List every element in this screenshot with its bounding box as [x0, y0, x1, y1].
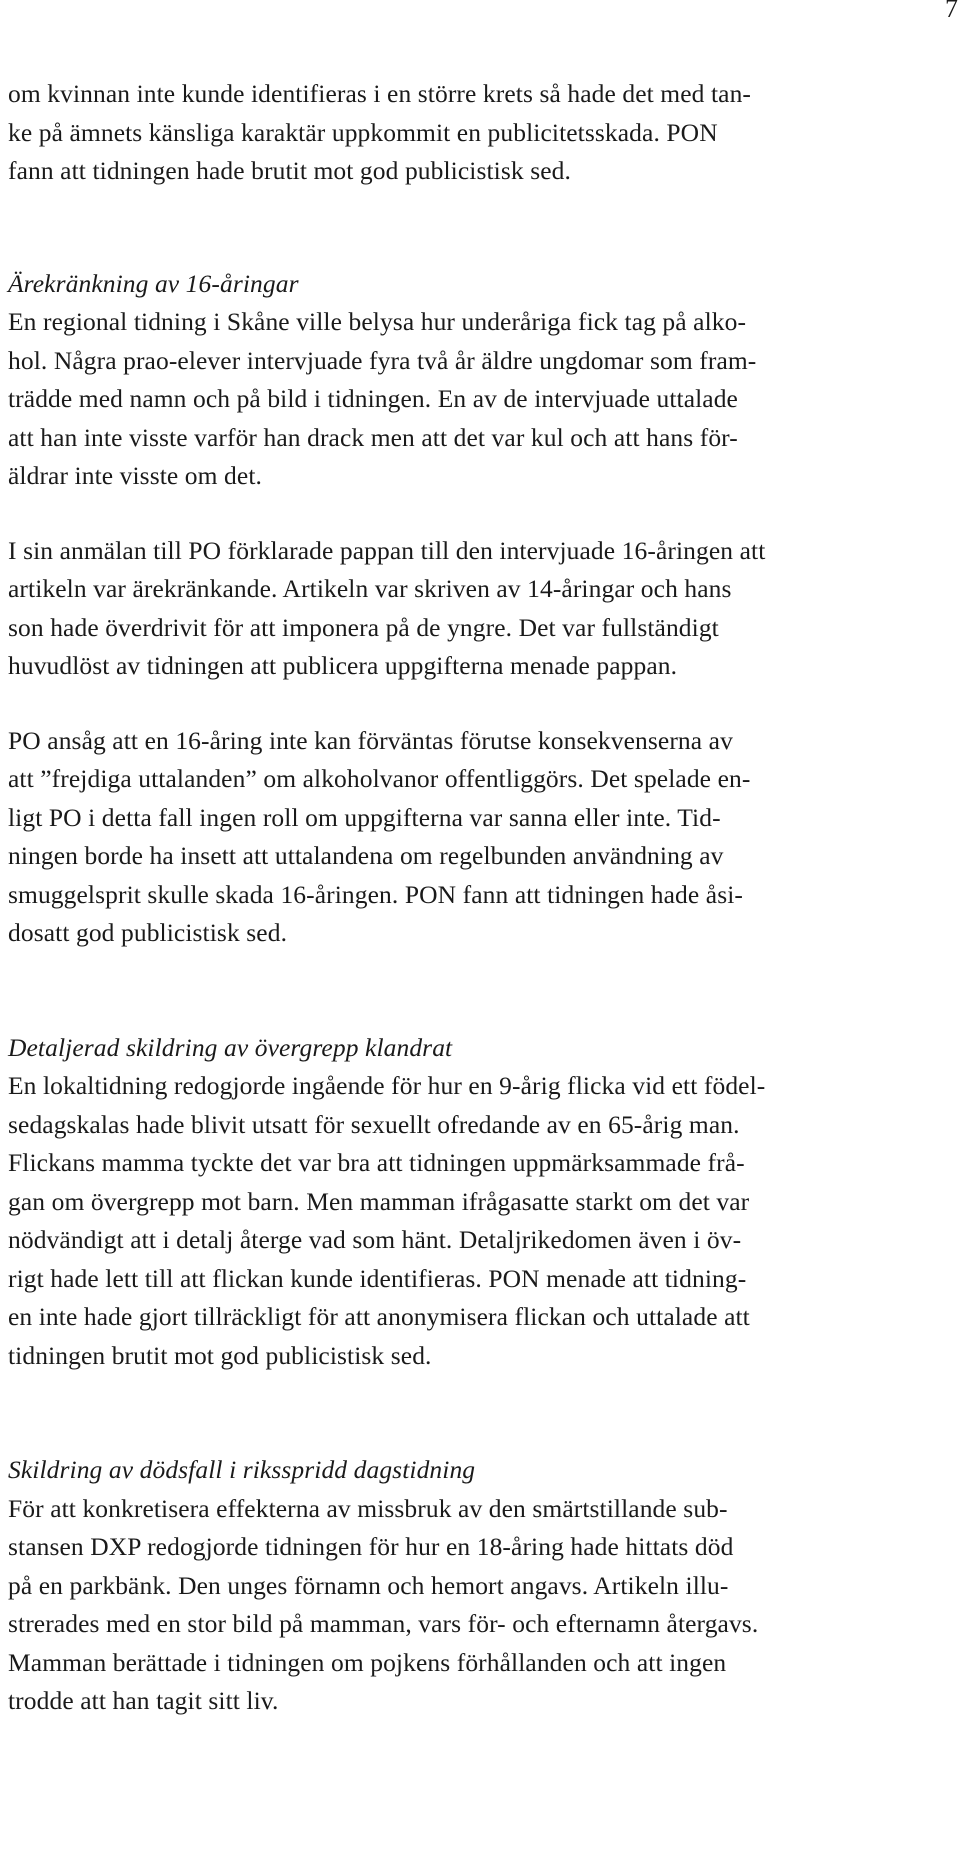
text-line: äldrar inte visste om det.: [8, 461, 262, 490]
paragraph: [8, 303, 952, 496]
document-body: [8, 75, 952, 1721]
paragraph: [8, 532, 952, 686]
paragraph: [8, 1067, 952, 1375]
paragraph: [8, 1490, 952, 1721]
text-line: strerades med en stor bild på mamman, vars för- och efternamn återgavs.: [8, 1609, 759, 1638]
page-number: 7: [945, 0, 958, 23]
text-line: att han inte visste varför han drack men att det var kul och att hans för-: [8, 422, 738, 452]
text-line: dosatt god publicistisk sed.: [8, 918, 288, 947]
text-line: Mamman berättade i tidningen om pojkens förhållanden och att ingen: [8, 1647, 727, 1677]
section-heading: Skildring av dödsfall i riksspridd dagstidning: [8, 1455, 476, 1484]
text-line: huvudlöst av tidningen att publicera uppgifterna menade pappan.: [8, 651, 678, 680]
text-line: artikeln var ärekränkande. Artikeln var skriven av 14-åringar och hans: [8, 574, 732, 603]
text-line: son hade överdrivit för att imponera på de yngre. Det var fullständigt: [8, 612, 719, 642]
text-line: PO ansåg att en 16-åring inte kan förväntas förutse konsekvenserna av: [8, 725, 733, 755]
text-line: stansen DXP redogjorde tidningen för hur en 18-åring hade hittats död: [8, 1532, 734, 1561]
text-line: Flickans mamma tyckte det var bra att tidningen uppmärksammade frå-: [8, 1148, 745, 1177]
text-line: En lokaltidning redogjorde ingående för hur en 9-årig flicka vid ett födel-: [8, 1071, 766, 1100]
text-line: fann att tidningen hade brutit mot god publicistisk sed.: [8, 156, 571, 185]
text-line: I sin anmälan till PO förklarade pappan till den intervjuade 16-åringen att: [8, 535, 766, 565]
paragraph-continued: [8, 75, 952, 191]
text-line: tidningen brutit mot god publicistisk sed.: [8, 1340, 432, 1370]
text-line: ningen borde ha insett att uttalandena om regelbunden användning av: [8, 841, 724, 870]
section-arekrankning: [8, 265, 952, 953]
text-line: rigt hade lett till att flickan kunde identifieras. PON menade att tidning-: [8, 1263, 747, 1293]
section-spacer: [8, 191, 952, 265]
text-line: trädde med namn och på bild i tidningen. En av de intervjuade uttalade: [8, 384, 738, 413]
text-line: trodde att han tagit sitt liv.: [8, 1686, 279, 1715]
text-line: smuggelsprit skulle skada 16-åringen. PON fann att tidningen hade åsi-: [8, 879, 744, 909]
text-line: För att konkretisera effekterna av missbruk av den smärtstillande sub-: [8, 1493, 728, 1523]
text-line: en inte hade gjort tillräckligt för att anonymisera flickan och uttalade att: [8, 1302, 750, 1331]
paragraph: [8, 722, 952, 953]
text-line: gan om övergrepp mot barn. Men mamman ifrågasatte starkt om det var: [8, 1186, 750, 1216]
text-line: ligt PO i detta fall ingen roll om uppgifterna var sanna eller inte. Tid-: [8, 802, 721, 832]
text-line: att ”frejdiga uttalanden” om alkoholvanor offentliggörs. Det spelade en-: [8, 764, 751, 793]
section-spacer: [8, 953, 952, 1029]
text-line: En regional tidning i Skåne ville belysa hur underåriga fick tag på alko-: [8, 307, 747, 336]
text-line: på en parkbänk. Den unges förnamn och hemort angavs. Artikeln illu-: [8, 1570, 729, 1600]
section-heading: Detaljerad skildring av övergrepp klandrat: [8, 1032, 453, 1062]
section-dodsfall: [8, 1451, 952, 1721]
paragraph-spacer: [8, 686, 952, 722]
section-heading: Ärekränkning av 16-åringar: [8, 268, 299, 298]
paragraph-spacer: [8, 496, 952, 532]
text-line: hol. Några prao-elever intervjuade fyra två år äldre ungdomar som fram-: [8, 345, 757, 375]
text-line: ke på ämnets känsliga karaktär uppkommit en publicitetsskada. PON: [8, 117, 718, 147]
text-line: om kvinnan inte kunde identifieras i en större krets så hade det med tan-: [8, 79, 752, 108]
section-overgrepp: [8, 1029, 952, 1376]
text-line: nödvändigt att i detalj återge vad som hänt. Detaljrikedomen även i öv-: [8, 1225, 742, 1254]
text-line: sedagskalas hade blivit utsatt för sexuellt ofredande av en 65-årig man.: [8, 1109, 740, 1139]
section-spacer: [8, 1375, 952, 1451]
